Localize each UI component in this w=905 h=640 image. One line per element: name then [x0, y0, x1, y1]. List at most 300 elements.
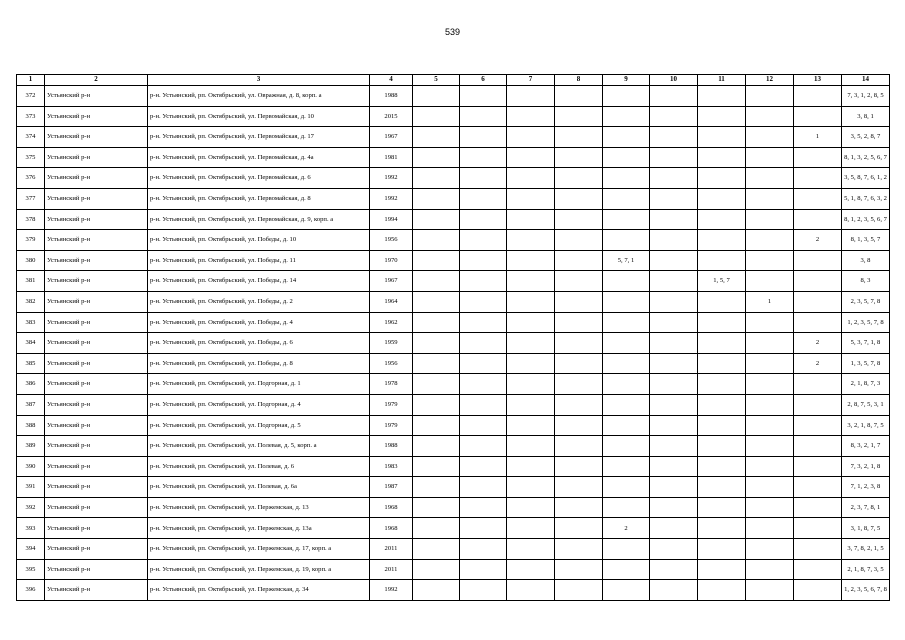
col7-cell [507, 271, 555, 292]
col12-cell [746, 312, 794, 333]
col7-cell [507, 106, 555, 127]
col8-cell [555, 250, 603, 271]
col12-cell [746, 497, 794, 518]
col8-cell [555, 291, 603, 312]
year-cell: 1968 [370, 518, 413, 539]
col8-cell [555, 518, 603, 539]
row-number-cell: 393 [17, 518, 45, 539]
year-cell: 2011 [370, 559, 413, 580]
col5-cell [413, 394, 460, 415]
address-cell: р-н. Устьянский, рп. Октябрьский, ул. Победы, д. 6 [148, 333, 370, 354]
col14-cell: 7, 3, 2, 1, 8 [842, 456, 890, 477]
col11-cell [698, 518, 746, 539]
address-cell: р-н. Устьянский, рп. Октябрьский, ул. Первомайская, д. 8 [148, 188, 370, 209]
district-cell: Устьянский р-н [45, 147, 148, 168]
col12-cell [746, 353, 794, 374]
col10-cell [650, 127, 698, 148]
col8-cell [555, 127, 603, 148]
year-cell: 1970 [370, 250, 413, 271]
col9-cell [603, 456, 650, 477]
col9-cell [603, 353, 650, 374]
district-cell: Устьянский р-н [45, 127, 148, 148]
col13-cell [794, 436, 842, 457]
table-row [17, 456, 890, 477]
col11-cell [698, 415, 746, 436]
year-cell: 1992 [370, 188, 413, 209]
col13-cell [794, 559, 842, 580]
col6-cell [460, 436, 507, 457]
column-header: 9 [603, 75, 650, 86]
col14-cell: 7, 1, 2, 3, 8 [842, 477, 890, 498]
col9-cell [603, 559, 650, 580]
col12-cell [746, 147, 794, 168]
col7-cell [507, 86, 555, 107]
year-cell: 1979 [370, 415, 413, 436]
col8-cell [555, 168, 603, 189]
col10-cell [650, 250, 698, 271]
col14-cell: 8, 3 [842, 271, 890, 292]
col10-cell [650, 312, 698, 333]
table-row [17, 271, 890, 292]
col10-cell [650, 415, 698, 436]
col7-cell [507, 436, 555, 457]
col7-cell [507, 497, 555, 518]
address-cell: р-н. Устьянский, рп. Октябрьский, ул. Пержемская, д. 13 [148, 497, 370, 518]
col13-cell: 2 [794, 353, 842, 374]
col6-cell [460, 394, 507, 415]
col10-cell [650, 271, 698, 292]
address-cell: р-н. Устьянский, рп. Октябрьский, ул. Победы, д. 14 [148, 271, 370, 292]
table-row [17, 394, 890, 415]
col14-cell: 3, 5, 8, 7, 6, 1, 2 [842, 168, 890, 189]
table-row [17, 168, 890, 189]
col12-cell [746, 477, 794, 498]
col8-cell [555, 230, 603, 251]
col6-cell [460, 106, 507, 127]
col7-cell [507, 250, 555, 271]
col8-cell [555, 497, 603, 518]
col8-cell [555, 209, 603, 230]
col14-cell: 3, 5, 2, 8, 7 [842, 127, 890, 148]
year-cell: 1983 [370, 456, 413, 477]
district-cell: Устьянский р-н [45, 230, 148, 251]
col14-cell: 8, 1, 3, 5, 7 [842, 230, 890, 251]
col11-cell [698, 209, 746, 230]
address-cell: р-н. Устьянский, рп. Октябрьский, ул. Пержемская, д. 17, корп. а [148, 539, 370, 560]
col9-cell [603, 209, 650, 230]
col5-cell [413, 436, 460, 457]
col13-cell: 2 [794, 333, 842, 354]
col6-cell [460, 374, 507, 395]
district-cell: Устьянский р-н [45, 518, 148, 539]
col6-cell [460, 127, 507, 148]
col13-cell [794, 580, 842, 601]
col12-cell [746, 539, 794, 560]
district-cell: Устьянский р-н [45, 374, 148, 395]
col10-cell [650, 106, 698, 127]
col14-cell: 2, 1, 8, 7, 3, 5 [842, 559, 890, 580]
col14-cell: 2, 8, 7, 5, 3, 1 [842, 394, 890, 415]
col8-cell [555, 394, 603, 415]
year-cell: 1987 [370, 477, 413, 498]
address-cell: р-н. Устьянский, рп. Октябрьский, ул. Овражная, д. 8, корп. а [148, 86, 370, 107]
col10-cell [650, 168, 698, 189]
col12-cell [746, 209, 794, 230]
col10-cell [650, 374, 698, 395]
row-number-cell: 395 [17, 559, 45, 580]
col8-cell [555, 271, 603, 292]
col14-cell: 3, 7, 8, 2, 1, 5 [842, 539, 890, 560]
col13-cell [794, 415, 842, 436]
table-row [17, 559, 890, 580]
col11-cell [698, 374, 746, 395]
col8-cell [555, 415, 603, 436]
col6-cell [460, 333, 507, 354]
col12-cell [746, 415, 794, 436]
year-cell: 1988 [370, 436, 413, 457]
col8-cell [555, 436, 603, 457]
col9-cell [603, 312, 650, 333]
col6-cell [460, 291, 507, 312]
col13-cell [794, 312, 842, 333]
col10-cell [650, 209, 698, 230]
col8-cell [555, 312, 603, 333]
col11-cell [698, 86, 746, 107]
col8-cell [555, 86, 603, 107]
col8-cell [555, 353, 603, 374]
col7-cell [507, 394, 555, 415]
col9-cell [603, 333, 650, 354]
col14-cell: 5, 3, 7, 1, 8 [842, 333, 890, 354]
col7-cell [507, 539, 555, 560]
row-number-cell: 378 [17, 209, 45, 230]
address-cell: р-н. Устьянский, рп. Октябрьский, ул. Победы, д. 2 [148, 291, 370, 312]
row-number-cell: 390 [17, 456, 45, 477]
district-cell: Устьянский р-н [45, 436, 148, 457]
col5-cell [413, 86, 460, 107]
col7-cell [507, 333, 555, 354]
row-number-cell: 386 [17, 374, 45, 395]
header-row [17, 75, 890, 86]
col14-cell: 2, 3, 7, 8, 1 [842, 497, 890, 518]
col7-cell [507, 415, 555, 436]
table-row [17, 291, 890, 312]
col11-cell [698, 436, 746, 457]
col9-cell [603, 374, 650, 395]
year-cell: 2011 [370, 539, 413, 560]
row-number-cell: 391 [17, 477, 45, 498]
col6-cell [460, 518, 507, 539]
col5-cell [413, 147, 460, 168]
col6-cell [460, 497, 507, 518]
row-number-cell: 394 [17, 539, 45, 560]
col11-cell [698, 394, 746, 415]
col10-cell [650, 497, 698, 518]
col9-cell [603, 415, 650, 436]
col9-cell: 5, 7, 1 [603, 250, 650, 271]
col6-cell [460, 147, 507, 168]
col11-cell [698, 291, 746, 312]
col6-cell [460, 353, 507, 374]
row-number-cell: 384 [17, 333, 45, 354]
col11-cell [698, 477, 746, 498]
col9-cell [603, 127, 650, 148]
col9-cell [603, 539, 650, 560]
col14-cell: 3, 2, 1, 8, 7, 5 [842, 415, 890, 436]
col9-cell: 2 [603, 518, 650, 539]
col13-cell [794, 539, 842, 560]
col9-cell [603, 106, 650, 127]
col5-cell [413, 539, 460, 560]
col6-cell [460, 539, 507, 560]
column-header: 10 [650, 75, 698, 86]
col7-cell [507, 147, 555, 168]
table-row [17, 188, 890, 209]
col6-cell [460, 250, 507, 271]
col13-cell [794, 497, 842, 518]
col13-cell [794, 86, 842, 107]
col10-cell [650, 353, 698, 374]
col12-cell: 1 [746, 291, 794, 312]
table-row [17, 477, 890, 498]
col13-cell [794, 374, 842, 395]
col5-cell [413, 209, 460, 230]
column-header: 7 [507, 75, 555, 86]
row-number-cell: 389 [17, 436, 45, 457]
col7-cell [507, 188, 555, 209]
col11-cell [698, 188, 746, 209]
col13-cell [794, 188, 842, 209]
col11-cell [698, 580, 746, 601]
address-cell: р-н. Устьянский, рп. Октябрьский, ул. Первомайская, д. 6 [148, 168, 370, 189]
address-cell: р-н. Устьянский, рп. Октябрьский, ул. Полевая, д. 6 [148, 456, 370, 477]
column-header: 13 [794, 75, 842, 86]
col11-cell [698, 250, 746, 271]
col14-cell: 3, 1, 8, 7, 5 [842, 518, 890, 539]
col14-cell: 5, 1, 8, 7, 6, 3, 2 [842, 188, 890, 209]
address-cell: р-н. Устьянский, рп. Октябрьский, ул. Победы, д. 8 [148, 353, 370, 374]
year-cell: 1981 [370, 147, 413, 168]
address-cell: р-н. Устьянский, рп. Октябрьский, ул. Победы, д. 11 [148, 250, 370, 271]
col9-cell [603, 168, 650, 189]
table-row [17, 518, 890, 539]
col12-cell [746, 188, 794, 209]
col11-cell [698, 230, 746, 251]
year-cell: 1979 [370, 394, 413, 415]
table-row [17, 127, 890, 148]
col14-cell: 8, 1, 3, 2, 5, 6, 7 [842, 147, 890, 168]
col10-cell [650, 291, 698, 312]
col5-cell [413, 353, 460, 374]
col11-cell [698, 106, 746, 127]
table-row [17, 106, 890, 127]
col12-cell [746, 333, 794, 354]
col5-cell [413, 456, 460, 477]
col14-cell: 8, 1, 2, 3, 5, 6, 7 [842, 209, 890, 230]
col7-cell [507, 168, 555, 189]
district-cell: Устьянский р-н [45, 539, 148, 560]
col5-cell [413, 106, 460, 127]
housing-register-table [16, 74, 890, 601]
col5-cell [413, 312, 460, 333]
table-row [17, 312, 890, 333]
row-number-cell: 388 [17, 415, 45, 436]
page-number: 539 [444, 27, 461, 37]
row-number-cell: 387 [17, 394, 45, 415]
col11-cell [698, 456, 746, 477]
address-cell: р-н. Устьянский, рп. Октябрьский, ул. Полевая, д. 5, корп. а [148, 436, 370, 457]
table-row [17, 353, 890, 374]
col9-cell [603, 147, 650, 168]
address-cell: р-н. Устьянский, рп. Октябрьский, ул. Победы, д. 10 [148, 230, 370, 251]
column-header: 4 [370, 75, 413, 86]
table-row [17, 497, 890, 518]
year-cell: 1978 [370, 374, 413, 395]
address-cell: р-н. Устьянский, рп. Октябрьский, ул. Первомайская, д. 9, корп. а [148, 209, 370, 230]
col6-cell [460, 230, 507, 251]
col13-cell [794, 250, 842, 271]
table-row [17, 436, 890, 457]
col8-cell [555, 147, 603, 168]
col7-cell [507, 559, 555, 580]
address-cell: р-н. Устьянский, рп. Октябрьский, ул. Пержемская, д. 19, корп. а [148, 559, 370, 580]
col13-cell: 2 [794, 230, 842, 251]
district-cell: Устьянский р-н [45, 86, 148, 107]
district-cell: Устьянский р-н [45, 497, 148, 518]
table-row [17, 415, 890, 436]
col7-cell [507, 374, 555, 395]
table-row [17, 374, 890, 395]
col7-cell [507, 518, 555, 539]
col5-cell [413, 127, 460, 148]
row-number-cell: 375 [17, 147, 45, 168]
district-cell: Устьянский р-н [45, 415, 148, 436]
col11-cell [698, 559, 746, 580]
col12-cell [746, 374, 794, 395]
address-cell: р-н. Устьянский, рп. Октябрьский, ул. Первомайская, д. 17 [148, 127, 370, 148]
col9-cell [603, 86, 650, 107]
address-cell: р-н. Устьянский, рп. Октябрьский, ул. Пержемская, д. 34 [148, 580, 370, 601]
col7-cell [507, 230, 555, 251]
column-header: 6 [460, 75, 507, 86]
col6-cell [460, 415, 507, 436]
col8-cell [555, 477, 603, 498]
col12-cell [746, 436, 794, 457]
col9-cell [603, 580, 650, 601]
year-cell: 1959 [370, 333, 413, 354]
col10-cell [650, 147, 698, 168]
col5-cell [413, 250, 460, 271]
col12-cell [746, 518, 794, 539]
table-row [17, 147, 890, 168]
col12-cell [746, 230, 794, 251]
col9-cell [603, 497, 650, 518]
col10-cell [650, 333, 698, 354]
col11-cell [698, 539, 746, 560]
col10-cell [650, 518, 698, 539]
col7-cell [507, 477, 555, 498]
column-header: 8 [555, 75, 603, 86]
district-cell: Устьянский р-н [45, 333, 148, 354]
district-cell: Устьянский р-н [45, 106, 148, 127]
col10-cell [650, 436, 698, 457]
district-cell: Устьянский р-н [45, 353, 148, 374]
column-header: 5 [413, 75, 460, 86]
col6-cell [460, 559, 507, 580]
year-cell: 1992 [370, 580, 413, 601]
col5-cell [413, 497, 460, 518]
row-number-cell: 379 [17, 230, 45, 251]
col11-cell [698, 333, 746, 354]
col6-cell [460, 209, 507, 230]
table-row [17, 580, 890, 601]
col7-cell [507, 127, 555, 148]
year-cell: 1956 [370, 230, 413, 251]
col5-cell [413, 230, 460, 251]
col11-cell [698, 168, 746, 189]
table-row [17, 209, 890, 230]
address-cell: р-н. Устьянский, рп. Октябрьский, ул. Подгорная, д. 5 [148, 415, 370, 436]
district-cell: Устьянский р-н [45, 188, 148, 209]
col9-cell [603, 394, 650, 415]
district-cell: Устьянский р-н [45, 312, 148, 333]
row-number-cell: 380 [17, 250, 45, 271]
col10-cell [650, 188, 698, 209]
address-cell: р-н. Устьянский, рп. Октябрьский, ул. Подгорная, д. 4 [148, 394, 370, 415]
table-body [17, 86, 890, 601]
col13-cell [794, 271, 842, 292]
col12-cell [746, 456, 794, 477]
col9-cell [603, 230, 650, 251]
col5-cell [413, 188, 460, 209]
year-cell: 1964 [370, 291, 413, 312]
district-cell: Устьянский р-н [45, 250, 148, 271]
col14-cell: 3, 8 [842, 250, 890, 271]
col7-cell [507, 209, 555, 230]
table-row [17, 86, 890, 107]
col5-cell [413, 271, 460, 292]
col11-cell: 1, 5, 7 [698, 271, 746, 292]
address-cell: р-н. Устьянский, рп. Октябрьский, ул. Подгорная, д. 1 [148, 374, 370, 395]
year-cell: 1992 [370, 168, 413, 189]
col9-cell [603, 291, 650, 312]
col7-cell [507, 580, 555, 601]
col13-cell [794, 394, 842, 415]
col5-cell [413, 168, 460, 189]
col14-cell: 2, 1, 8, 7, 3 [842, 374, 890, 395]
col8-cell [555, 580, 603, 601]
year-cell: 2015 [370, 106, 413, 127]
col12-cell [746, 106, 794, 127]
row-number-cell: 376 [17, 168, 45, 189]
row-number-cell: 381 [17, 271, 45, 292]
col12-cell [746, 271, 794, 292]
col10-cell [650, 580, 698, 601]
col13-cell [794, 477, 842, 498]
col14-cell: 1, 3, 5, 7, 8 [842, 353, 890, 374]
col6-cell [460, 188, 507, 209]
col8-cell [555, 374, 603, 395]
col14-cell: 7, 3, 1, 2, 8, 5 [842, 86, 890, 107]
col13-cell [794, 168, 842, 189]
col10-cell [650, 86, 698, 107]
col10-cell [650, 477, 698, 498]
col8-cell [555, 333, 603, 354]
col11-cell [698, 312, 746, 333]
col11-cell [698, 127, 746, 148]
year-cell: 1956 [370, 353, 413, 374]
address-cell: р-н. Устьянский, рп. Октябрьский, ул. Первомайская, д. 4а [148, 147, 370, 168]
